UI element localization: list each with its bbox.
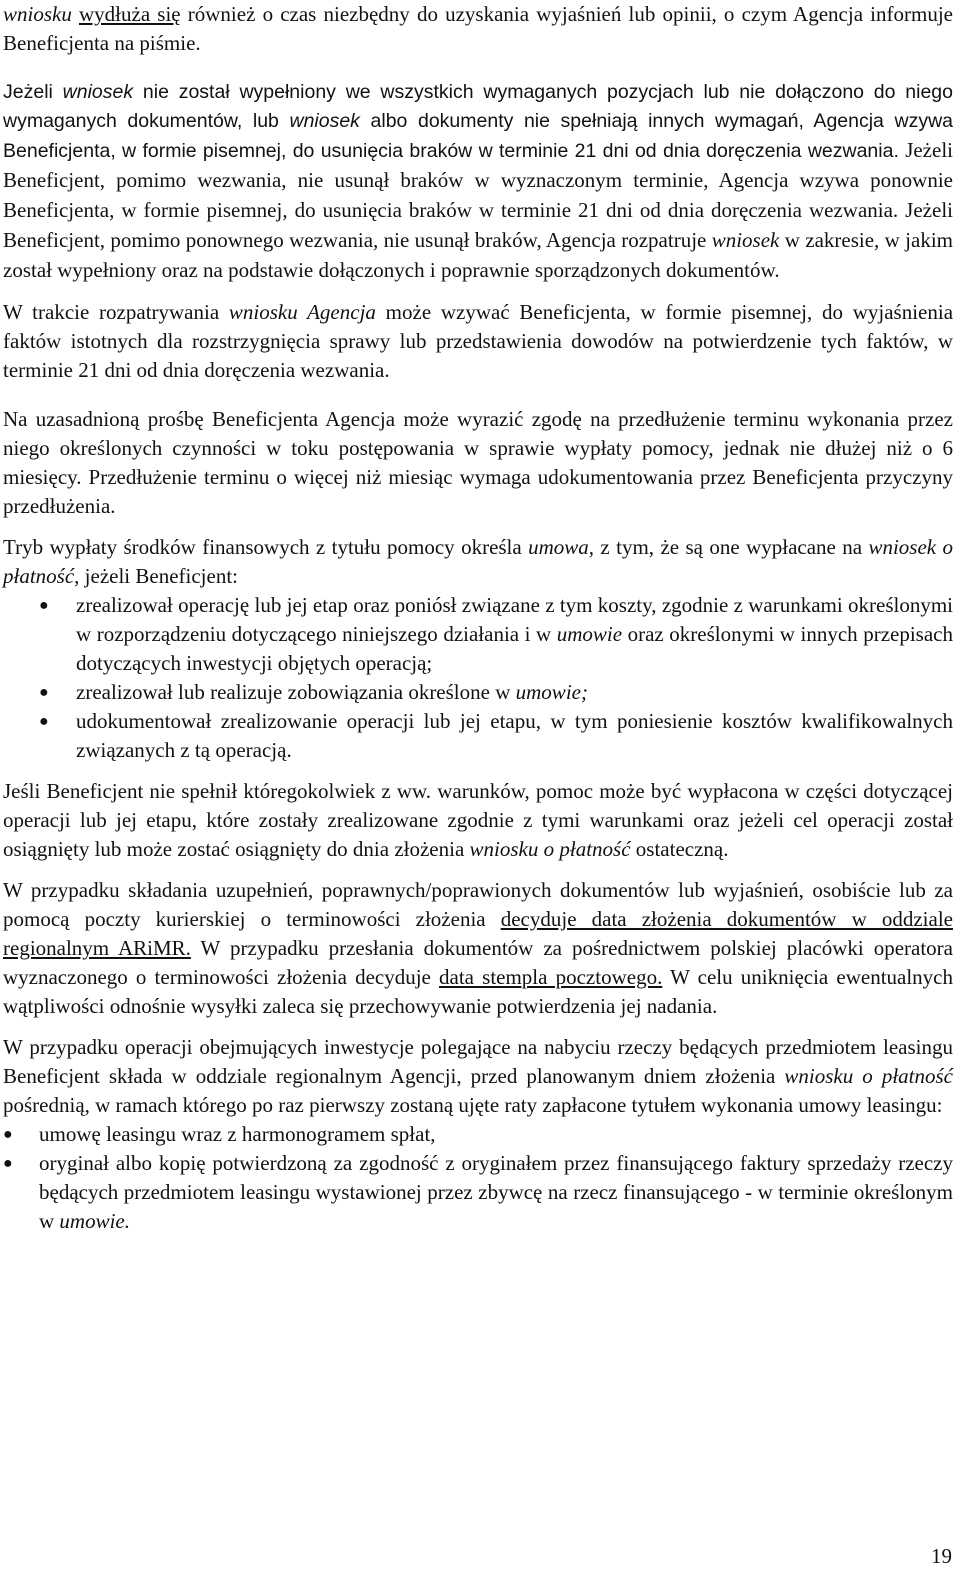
underlined-text: data stempla pocztowego. — [439, 965, 663, 989]
text-span: albo dokumenty nie spełniają innych wymagań, Agencja wzywa Beneficjenta, w formie pisemnej, do usunięcia braków w terminie 21 dni od dnia doręczenia wezwania. — [3, 110, 953, 162]
text-span: pośrednią, w ramach którego po raz pierwszy zostaną ujęte raty zapłacone tytułem wykonania umowy leasingu: — [3, 1093, 943, 1117]
text-span: w zakresie, w jakim został wypełniony oraz na podstawie dołączonych i poprawnie sporządzonych dokumentów. — [3, 228, 953, 282]
bullet-icon: ● — [39, 684, 49, 701]
underlined-text: decyduje data złożenia dokumentów w oddziale regionalnym ARiMR. — [3, 907, 953, 960]
italic-term: wniosku Agencja — [228, 300, 376, 324]
text-span: może wzywać Beneficjenta, w formie pisemnej, do wyjaśnienia faktów istotnych dla rozstrzygnięcia sprawy lub przedstawienia dowodów na potwierdzenie tych faktów, w terminie 21 dni od dnia doręczenia wezwania. — [3, 300, 954, 382]
paragraph-leasing — [3, 1033, 953, 1120]
italic-term: wniosku o płatność — [784, 1064, 954, 1088]
page-number: 19 — [931, 1544, 952, 1568]
italic-term: umowa, — [528, 535, 595, 559]
paragraph-extension — [3, 405, 953, 521]
bullet-icon: ● — [39, 713, 49, 730]
text-span: nie został wypełniony we wszystkich wymaganych pozycjach lub nie dołączono do niego wymaganych dokumentów, lub — [3, 81, 953, 132]
list-item — [3, 591, 953, 678]
text-span: , jeżeli Beneficjent: — [74, 564, 239, 588]
text-span: oraz określonymi w innych przepisach dotyczących inwestycji objętych operacją; — [76, 622, 953, 675]
text-span: również o czas niezbędny do uzyskania wyjaśnień lub opinii, o czym Agencja informuje Beneficjenta na piśmie. — [3, 2, 953, 55]
bullet-icon: ● — [39, 597, 49, 614]
italic-term: umowie. — [59, 1209, 130, 1233]
text-span: ostateczną. — [630, 837, 729, 861]
text-span: oryginał albo kopię potwierdzoną za zgodność z oryginałem przez finansującego faktury sprzedaży rzeczy będących przedmiotem leasingu wystawionej przez zbywcę na rzecz finansującego - w terminie określonym w — [39, 1151, 953, 1233]
text-span: Jeżeli Beneficjent, pomimo wezwania, nie usunął braków w wyznaczonym terminie, Agencja wzywa ponownie Beneficjenta, w formie pisemnej, do usunięcia braków w terminie 21 dni od dnia doręczenia wezwania. Jeżeli Beneficjent, pomimo ponownego wezwania, nie usunął braków, Agencja rozpatruje — [3, 138, 953, 252]
list-item — [3, 1120, 953, 1149]
text-span: Jeśli Beneficjent nie spełnił któregokolwiek z ww. warunków, pomoc może być wypłacona w części dotyczącej operacji lub jej etapu, które zostały zrealizowane zgodnie z tymi warunkami oraz jeżeli cel operacji został osiągnięty lub może zostać osiągnięty do dnia złożenia — [3, 779, 953, 861]
text-span — [72, 2, 79, 26]
text-span: zrealizował lub realizuje zobowiązania określone w — [76, 680, 516, 704]
text-span: W przypadku składania uzupełnień, poprawnych/poprawionych dokumentów lub wyjaśnień, osobiście lub za pomocą poczty kurierskiej o terminowości złożenia — [3, 878, 953, 931]
paragraph-continuation — [3, 0, 953, 58]
text-span: umowę leasingu wraz z harmonogramem spłat, — [39, 1122, 436, 1146]
text-span: W celu uniknięcia ewentualnych wątpliwości odnośnie wysyłki zaleca się przechowywanie potwierdzenia jej nadania. — [3, 965, 954, 1018]
italic-term: umowie — [556, 622, 623, 646]
underlined-text: wydłuża się — [79, 2, 181, 26]
paragraph-missing-documents — [3, 78, 953, 286]
list-item — [3, 1149, 953, 1236]
list-item — [3, 678, 953, 707]
italic-term: wniosek — [289, 110, 360, 132]
bullet-icon: ● — [3, 1155, 13, 1172]
text-span: Tryb wypłaty środków finansowych z tytułu pomocy określa — [3, 535, 529, 559]
italic-term: wniosku o płatność — [469, 837, 631, 861]
italic-term: wniosek — [62, 81, 134, 103]
italic-term: wniosek — [711, 228, 780, 252]
italic-term: wniosek o płatność — [3, 535, 953, 588]
paragraph-submission-date — [3, 876, 953, 1021]
paragraph-clarification — [3, 298, 953, 385]
document-page — [3, 0, 953, 1236]
conditions-list — [3, 591, 953, 765]
bullet-icon: ● — [3, 1126, 13, 1143]
italic-term: wniosku — [3, 2, 72, 26]
text-span: udokumentował zrealizowanie operacji lub jej etapu, w tym poniesienie kosztów kwalifikowalnych związanych z tą operacją. — [76, 709, 953, 762]
leasing-documents-list — [3, 1120, 953, 1236]
text-span: W przypadku przesłania dokumentów za pośrednictwem polskiej placówki operatora wyznaczonego o terminowości złożenia decyduje — [3, 936, 953, 989]
text-span: W trakcie rozpatrywania — [3, 300, 229, 324]
text-span: zrealizował operację lub jej etap oraz poniósł związane z tym koszty, zgodnie z warunkami określonymi w rozporządzeniu dotyczącego niniejszego działania i w — [76, 593, 953, 646]
text-span: Jeżeli — [3, 81, 63, 103]
list-item — [3, 707, 953, 765]
paragraph-payment-mode — [3, 533, 953, 591]
text-span: W przypadku operacji obejmujących inwestycje polegające na nabyciu rzeczy będących przedmiotem leasingu Beneficjent składa w oddziale regionalnym Agencji, przed planowanym dniem złożenia — [3, 1035, 953, 1088]
italic-term: umowie; — [515, 680, 588, 704]
text-span: z tym, że są one wypłacane na — [594, 535, 869, 559]
paragraph-partial-payment — [3, 777, 953, 864]
text-span: Na uzasadnioną prośbę Beneficjenta Agencja może wyrazić zgodę na przedłużenie terminu wykonania przez niego określonych czynności w toku postępowania w sprawie wypłaty pomocy, jednak nie dłużej niż o 6 miesięcy. Przedłużenie terminu o więcej niż miesiąc wymaga udokumentowania przez Beneficjenta przyczyny przedłużenia. — [3, 407, 953, 518]
